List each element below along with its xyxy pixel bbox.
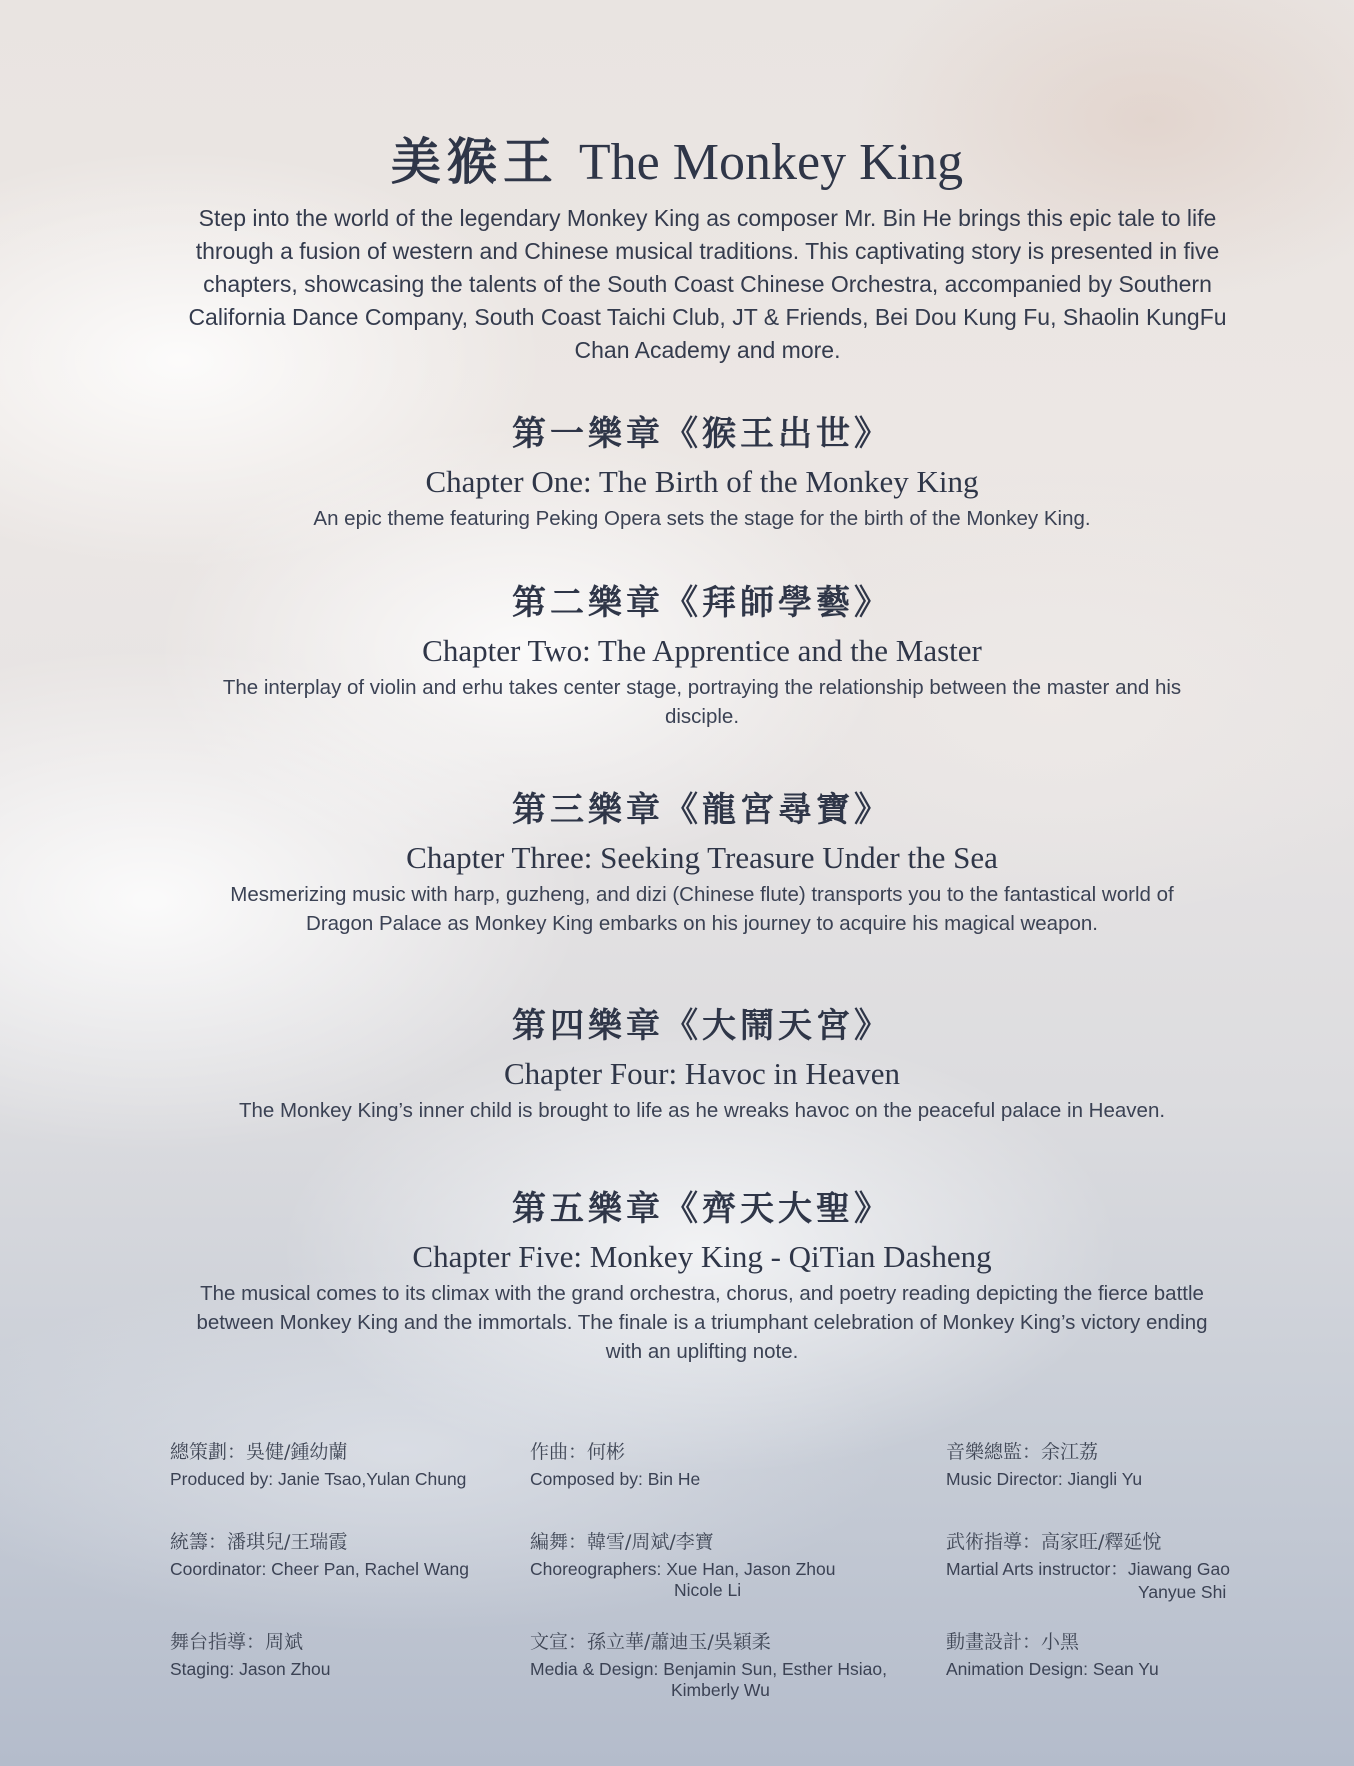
credit-chinese: 動畫設計：小黑 (946, 1631, 1080, 1653)
title-english: The Monkey King (578, 134, 964, 191)
chapter-title-chinese: 第二樂章《拜師學藝》 (512, 583, 892, 623)
chapter-title-chinese: 第四樂章《大鬧天宮》 (512, 1006, 892, 1046)
credit-chinese: 統籌：潘琪兒/王瑞霞 (170, 1531, 348, 1553)
credit-chinese: 舞台指導：周斌 (170, 1631, 304, 1653)
chapter-title-english: Chapter Four: Havoc in Heaven (504, 1056, 900, 1091)
credit-english: Produced by: Janie Tsao,Yulan Chung (170, 1469, 467, 1489)
chapter-five (150, 1187, 1254, 1366)
credit-english: Composed by: Bin He (530, 1469, 701, 1489)
intro-paragraph: Step into the world of the legendary Monkey King as composer Mr. Bin He brings this epic tale to life through a fusion of western and Chinese musical traditions. This captivating story is presented in five chapters, showcasing the talents of the South Coast Chinese Orchestra, accompanied by Southern California Dance Company, South Coast Taichi Club, JT & Friends, Bei Dou Kung Fu, Shaolin KungFu Chan Academy and more. (188, 205, 1227, 363)
credit-coordinator (170, 1528, 469, 1580)
credit-choreographers (530, 1528, 835, 1600)
chapter-title-english: Chapter Two: The Apprentice and the Master (422, 633, 982, 668)
credit-english: Choreographers: Xue Han, Jason Zhou (530, 1559, 836, 1579)
chapter-description: An epic theme featuring Peking Opera sets the stage for the birth of the Monkey King. (313, 507, 1091, 530)
credit-english: Coordinator: Cheer Pan, Rachel Wang (170, 1559, 469, 1579)
credit-animation-design (946, 1628, 1159, 1680)
credit-english: Animation Design: Sean Yu (946, 1659, 1159, 1679)
chapter-title-chinese: 第三樂章《龍宮尋寶》 (512, 790, 892, 830)
credit-english: Martial Arts instructor：Jiawang Gao (946, 1559, 1230, 1579)
chapter-description: The interplay of violin and erhu takes center stage, portraying the relationship between the master and his disciple. (222, 676, 1182, 728)
chapter-title-english: Chapter Three: Seeking Treasure Under the Sea (406, 840, 998, 875)
credit-staging (170, 1628, 331, 1680)
credit-music-director (946, 1438, 1142, 1490)
chapter-three (150, 788, 1254, 938)
credit-chinese: 武術指導：高家旺/釋延悅 (946, 1531, 1162, 1553)
chapter-four (150, 1004, 1254, 1125)
chapter-description: The musical comes to its climax with the grand orchestra, chorus, and poetry reading depicting the fierce battle between Monkey King and the immortals. The finale is a triumphant celebration of Monkey King’s victory ending with an uplifting note. (196, 1282, 1208, 1363)
credit-producer (170, 1438, 466, 1490)
credit-chinese: 編舞：韓雪/周斌/李寶 (530, 1531, 714, 1553)
credit-english-continued: Nicole Li (674, 1580, 742, 1600)
credit-chinese: 音樂總監：余江荔 (946, 1441, 1099, 1463)
chapter-title-chinese: 第一樂章《猴王出世》 (512, 414, 892, 454)
credit-english: Staging: Jason Zhou (170, 1659, 331, 1679)
chapter-title-english: Chapter Five: Monkey King - QiTian Dasheng (412, 1239, 992, 1274)
chapter-description: The Monkey King’s inner child is brought to life as he wreaks havoc on the peaceful palace in Heaven. (238, 1099, 1166, 1122)
credit-english-continued: Kimberly Wu (671, 1680, 770, 1700)
credit-composer (530, 1438, 700, 1490)
chapter-title-chinese: 第五樂章《齊天大聖》 (512, 1189, 892, 1229)
page-title (0, 122, 1354, 194)
title-chinese: 美猴王 (390, 132, 559, 191)
chapter-description: Mesmerizing music with harp, guzheng, and dizi (Chinese flute) transports you to the fantastical world of Dragon Palace as Monkey King embarks on his journey to acquire his magical weapon. (230, 883, 1174, 935)
chapter-one (150, 412, 1254, 533)
credit-english-continued: Yanyue Shi (1138, 1582, 1227, 1602)
chapter-two (150, 581, 1254, 731)
credit-english: Media & Design: Benjamin Sun, Esther Hsiao, (530, 1659, 887, 1679)
credit-martial-arts (946, 1528, 1230, 1602)
credit-chinese: 作曲：何彬 (530, 1441, 626, 1463)
credit-chinese: 總策劃：吳健/鍾幼蘭 (170, 1441, 348, 1463)
credit-media-design (530, 1628, 887, 1700)
chapter-title-english: Chapter One: The Birth of the Monkey King (425, 464, 979, 499)
credit-english: Music Director: Jiangli Yu (946, 1469, 1143, 1489)
credit-chinese: 文宣：孫立華/蕭迪玉/吳穎柔 (530, 1631, 771, 1653)
